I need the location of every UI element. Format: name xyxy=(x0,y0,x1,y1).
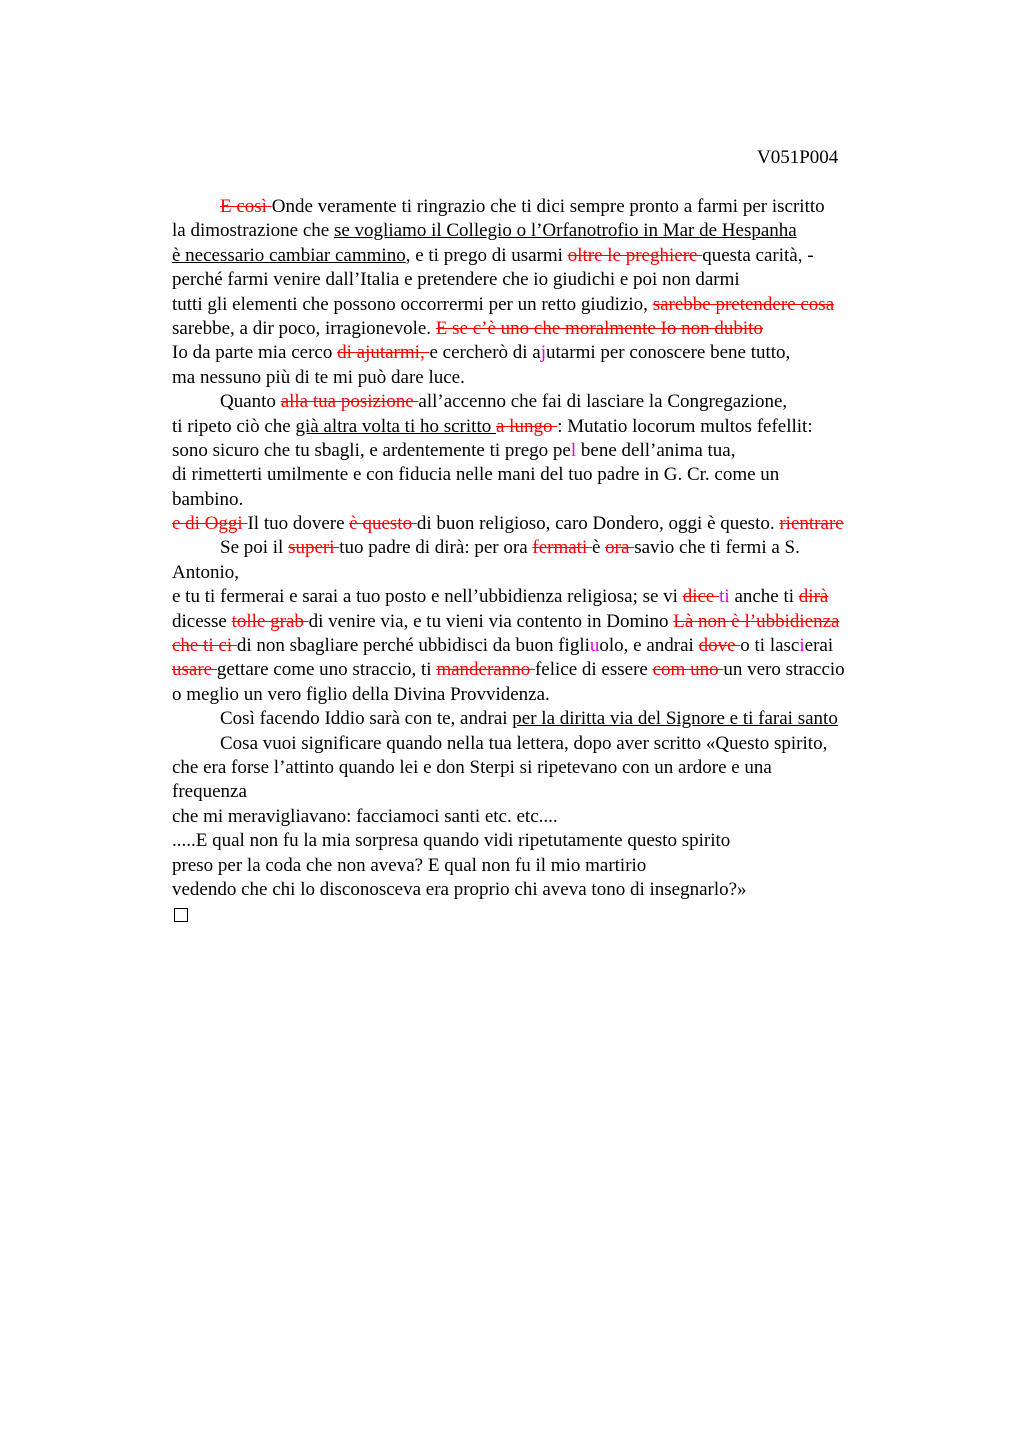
deleted-text: dice xyxy=(682,586,720,608)
text-line xyxy=(172,244,912,268)
square-box-icon xyxy=(174,908,188,922)
text-run: che era forse l’attinto quando lei e don Sterpi si ripetevano con un ardore e una xyxy=(172,756,772,778)
text-run: e cercherò di a xyxy=(429,342,541,364)
inserted-text: u xyxy=(589,635,600,657)
text-run: : Mutatio locorum multos fefellit: xyxy=(557,415,813,437)
deleted-text: alla tua posizione xyxy=(280,391,419,413)
text-run: frequenza xyxy=(172,781,247,803)
text-run: Io da parte mia cerco xyxy=(172,342,338,364)
text-run: ti ripeto ciò che xyxy=(172,415,296,437)
inserted-text: ti xyxy=(719,586,730,608)
text-run: savio che ti fermi a S. xyxy=(634,537,800,559)
text-run: Quanto xyxy=(220,391,281,413)
text-line xyxy=(172,341,912,365)
text-run: o ti lasc xyxy=(740,635,800,657)
text-run: felice di essere xyxy=(534,659,653,681)
text-run: olo, e andrai xyxy=(599,635,699,657)
end-marker-line xyxy=(172,902,912,926)
deleted-text: dove xyxy=(698,635,741,657)
underlined-text: già altra volta ti ho scritto xyxy=(295,415,496,437)
deleted-text: sarebbe pretendere cosa xyxy=(652,293,835,315)
text-run: vedendo che chi lo disconosceva era proprio chi aveva tono di insegnarlo?» xyxy=(172,878,747,900)
text-line xyxy=(172,829,912,853)
text-run: bambino. xyxy=(172,488,244,510)
text-run: tutti gli elementi che possono occorrermi per un retto giudizio, xyxy=(172,293,653,315)
text-run: che mi meravigliavano: facciamoci santi etc. etc.... xyxy=(172,805,558,827)
inserted-text: i xyxy=(799,635,805,657)
text-run: , e ti prego di usarmi xyxy=(405,244,568,266)
text-line xyxy=(172,561,912,585)
deleted-text: usare xyxy=(172,659,217,681)
text-line xyxy=(172,610,912,634)
text-line xyxy=(172,732,912,756)
text-line xyxy=(172,683,912,707)
text-line xyxy=(172,293,912,317)
deleted-text: che ti ci xyxy=(172,635,237,657)
text-run: preso per la coda che non aveva? E qual non fu il mio martirio xyxy=(172,854,647,876)
text-line xyxy=(172,219,912,243)
underlined-text: se vogliamo il Collegio o l’Orfanotrofio in Mar de Hespanha xyxy=(333,220,797,242)
deleted-text: E se c’è uno che moralmente Io non dubito xyxy=(435,317,763,339)
text-run: di buon religioso, caro Dondero, oggi è questo. xyxy=(416,513,780,535)
text-run: gettare come uno straccio, ti xyxy=(216,659,437,681)
text-line xyxy=(172,366,912,390)
text-line xyxy=(172,488,912,512)
underlined-text: è necessario cambiar cammino xyxy=(172,244,406,266)
deleted-text: fermati xyxy=(532,537,592,559)
text-run: Il tuo dovere xyxy=(247,513,350,535)
deleted-text: rientrare xyxy=(779,513,844,535)
text-run: .....E qual non fu la mia sorpresa quando vidi ripetutamente questo spirito xyxy=(172,830,731,852)
text-run: Così facendo Iddio sarà con te, andrai xyxy=(220,708,513,730)
deleted-text: tolle grab xyxy=(231,610,309,632)
text-run: tuo padre di dirà: per ora xyxy=(339,537,533,559)
deleted-text: e di Oggi xyxy=(172,513,248,535)
text-run: sono sicuro che tu sbagli, e ardentemente ti prego pe xyxy=(172,439,571,461)
text-run: all’accenno che fai di lasciare la Congregazione, xyxy=(418,391,788,413)
inserted-text: j xyxy=(540,342,547,364)
text-run: o meglio un vero figlio della Divina Provvidenza. xyxy=(172,683,550,705)
text-run: erai xyxy=(804,635,834,657)
text-run: utarmi per conoscere bene tutto, xyxy=(546,342,791,364)
deleted-text: è questo xyxy=(349,513,417,535)
text-line xyxy=(172,585,912,609)
deleted-text: dirà xyxy=(798,586,829,608)
deleted-text: manderanno xyxy=(436,659,535,681)
deleted-text: com uno xyxy=(652,659,724,681)
text-run: di non sbagliare perché ubbidisci da buon figli xyxy=(236,635,590,657)
text-run: sarebbe, a dir poco, irragionevole. xyxy=(172,317,436,339)
text-line xyxy=(172,805,912,829)
text-line xyxy=(172,512,912,536)
text-line xyxy=(172,463,912,487)
text-line xyxy=(172,195,912,219)
text-run: bene dell’anima tua, xyxy=(576,439,736,461)
text-run: la dimostrazione che xyxy=(172,220,334,242)
text-line xyxy=(172,707,912,731)
text-line xyxy=(172,268,912,292)
text-run: dicesse xyxy=(172,610,232,632)
inserted-text: l xyxy=(570,439,577,461)
text-line xyxy=(172,634,912,658)
page-id-label: V051P004 xyxy=(757,147,839,168)
text-line xyxy=(172,854,912,878)
text-run: Se poi il xyxy=(220,537,289,559)
underlined-text: per la diritta via del Signore e ti farai santo xyxy=(512,708,838,730)
text-run: anche ti xyxy=(729,586,799,608)
text-line xyxy=(172,878,912,902)
deleted-text: superi xyxy=(288,537,340,559)
text-line xyxy=(172,536,912,560)
text-run: Cosa vuoi significare quando nella tua lettera, dopo aver scritto «Questo spirito, xyxy=(220,732,828,754)
deleted-text: di ajutarmi, xyxy=(337,342,430,364)
text-line xyxy=(172,439,912,463)
text-run: è xyxy=(591,537,606,559)
text-line xyxy=(172,756,912,780)
text-line xyxy=(172,780,912,804)
text-run: ma nessuno più di te mi può dare luce. xyxy=(172,366,465,388)
text-line xyxy=(172,415,912,439)
deleted-text: E così xyxy=(220,196,272,217)
text-line xyxy=(172,658,912,682)
text-run: di venire via, e tu vieni via contento in Domino xyxy=(308,610,674,632)
text-run: di rimetterti umilmente e con fiducia nelle mani del tuo padre in G. Cr. come un xyxy=(172,464,780,486)
text-run: e tu ti fermerai e sarai a tuo posto e nell’ubbidienza religiosa; se vi xyxy=(172,586,683,608)
deleted-text: Là non è l’ubbidienza xyxy=(673,610,840,632)
text-run: questa carità, - xyxy=(702,244,814,266)
text-run: Onde veramente ti ringrazio che ti dici sempre pronto a farmi per iscritto xyxy=(271,196,825,217)
deleted-text: ora xyxy=(605,537,635,559)
text-line xyxy=(172,390,912,414)
text-line xyxy=(172,317,912,341)
text-run: Antonio, xyxy=(172,561,240,583)
deleted-text: a lungo xyxy=(495,415,558,437)
text-run: un vero straccio xyxy=(723,659,845,681)
letter-body xyxy=(172,195,912,927)
deleted-text: oltre le preghiere xyxy=(567,244,703,266)
text-run: perché farmi venire dall’Italia e pretendere che io giudichi e poi non darmi xyxy=(172,269,740,291)
